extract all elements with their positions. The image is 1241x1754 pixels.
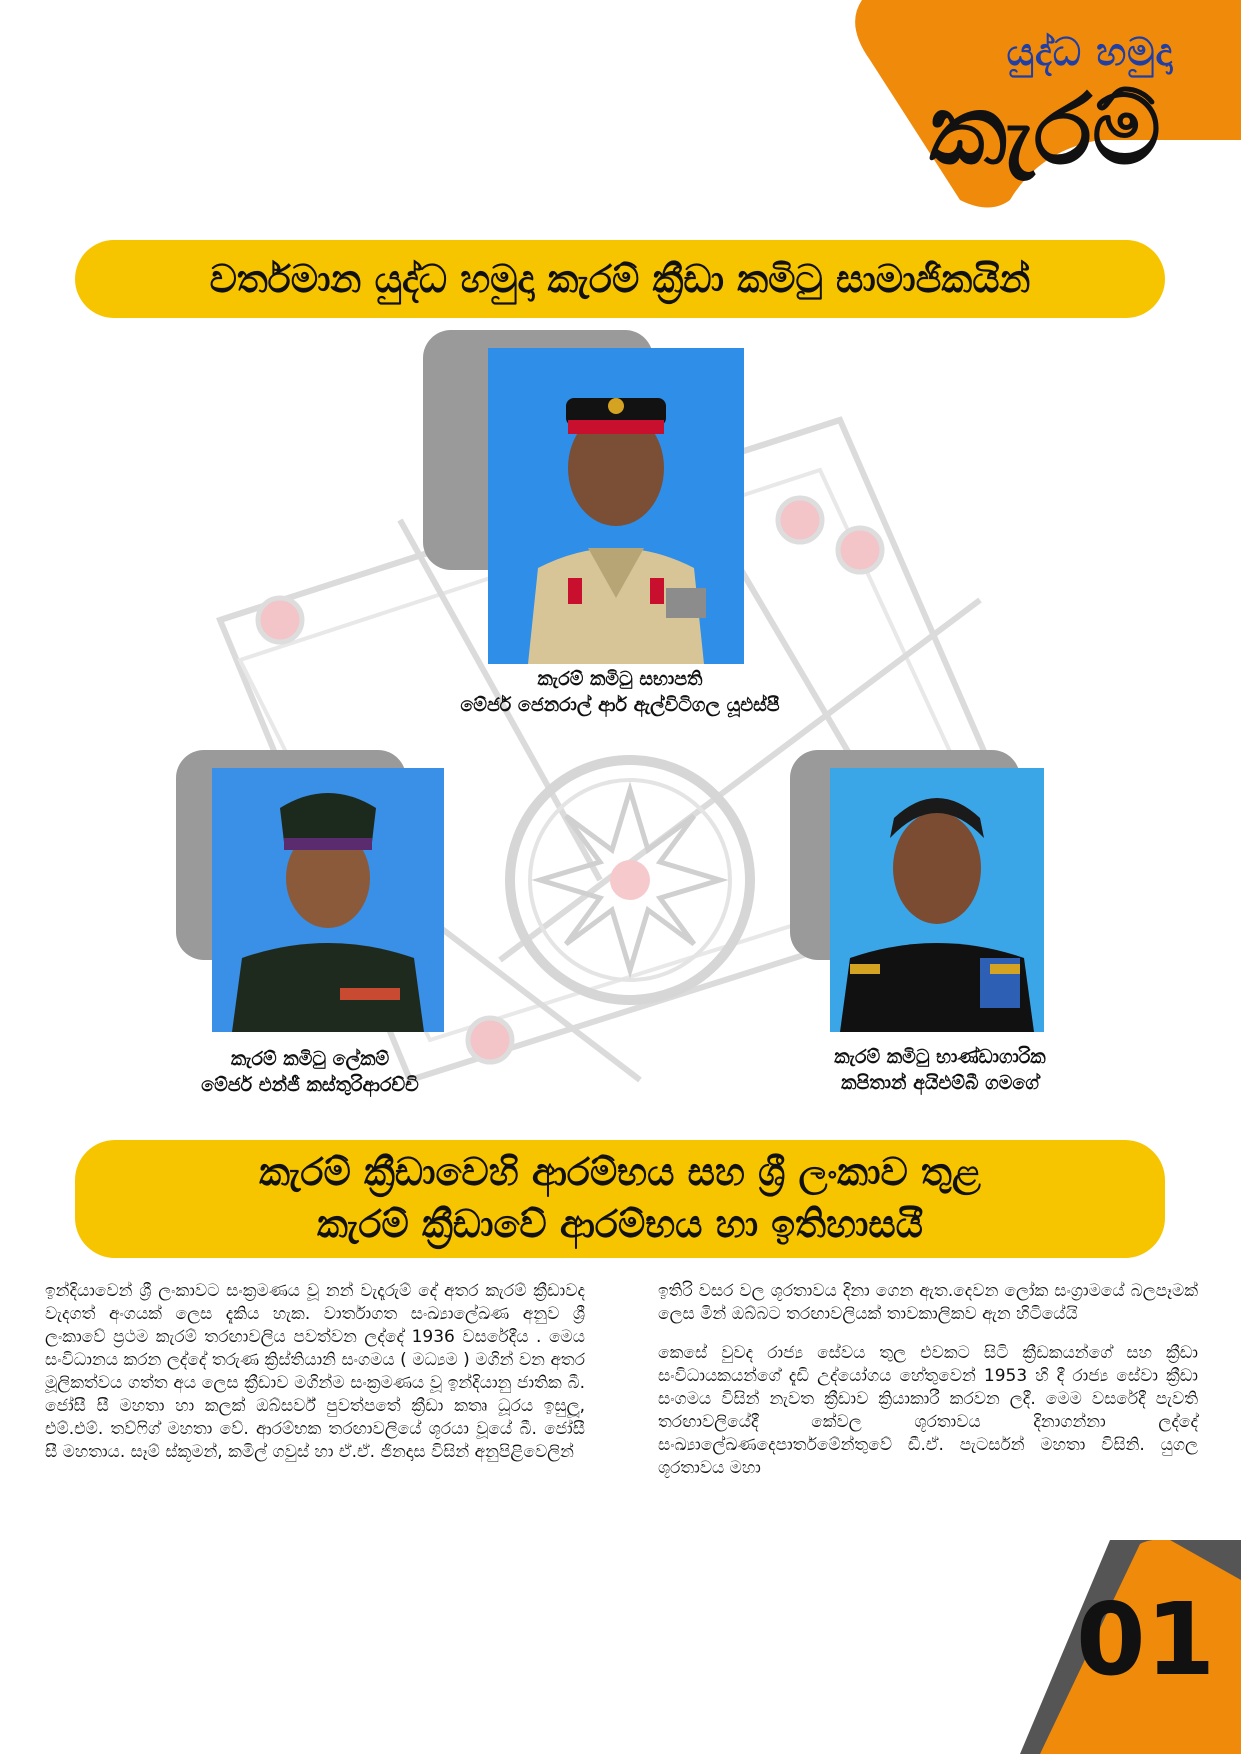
brand-title: කැරම් <box>929 74 1161 186</box>
article-paragraph: ඉන්දියාවෙන් ශ්‍රී ලංකාවට සංක්‍රමණය වූ නන් වැදෑරුම් දේ අතර කැරම් ක්‍රීඩාවද වැදගත් අංගයක් ලෙස දැකිය හැක. වාර්තාගත සංඛ්‍යාලේඛණ අනුව ශ්‍රී ලංකාවේ ප්‍රථම කැරම් තරඟාවලිය පවත්වන ලද්දේ 1936 වසරේදීය . මෙය සංවිධානය කරන ලද්දේ තරුණ ක්‍රිස්තියානි සංගමය ( මධ්‍යම ) මගින් වන අතර මූලිකත්වය ගත්ත අය ලෙස ක්‍රීඩාව මගින්ම සංක්‍රමණය වූ ඉන්දියානු ජාතික බී. ජෝසී සී මහතා හා කලක් ඔබ්සර්ව් පුවත්පතේ ක්‍රීඩා කතෘ ධූරය ඉසුලූ, එම්.එම්. තව්ෆිග් මහතා වේ. ආරම්භක තරඟාවලියේ ශූරයා වූයේ බී. ජෝසී සී මහතාය. සෑම් ස්කූමන්, කමිල් ගවුස් හා ඒ.ඒ. ජිනදාස විසින් අනුපිළිවෙලින් <box>45 1281 585 1462</box>
chairman-name: මේජර් ජෙනරාල් ආර් ඇල්විටිගල යූඑස්පී <box>460 694 780 716</box>
chairman-role: කැරම් කමිටු සභාපති <box>537 668 703 690</box>
treasurer-name: කපිතාන් අයිඑම්බී ගමගේ <box>841 1072 1039 1094</box>
treasurer-role: කැරම් කමිටු භාණ්ඩාගාරික <box>834 1046 1046 1068</box>
chairman-photo <box>488 348 744 664</box>
secretary-name: මේජර් එන්ජී කස්තුරිආරච්චි <box>201 1074 419 1096</box>
treasurer-photo <box>830 768 1044 1032</box>
committee-banner: වර්තමාන යුද්ධ හමුදා කැරම් ක්‍රීඩා කමිටු සාමාජිකයින් <box>75 240 1165 318</box>
compass-star-icon <box>510 760 750 1000</box>
history-banner-line2: කැරම් ක්‍රීඩාවේ ආරම්භය හා ඉතිහාසයී <box>316 1202 923 1246</box>
history-banner-line1: කැරම් ක්‍රීඩාවෙහි ආරම්භය සහ ශ්‍රී ලංකාව තුළ <box>259 1150 981 1194</box>
chairman-caption <box>380 666 860 718</box>
history-banner <box>75 1140 1165 1258</box>
treasurer-caption <box>790 1044 1090 1096</box>
secretary-caption <box>160 1046 460 1098</box>
article-paragraph: කෙසේ වුවද රාජ්‍ය සේවය තුල එවකට සිටි ක්‍රීඩකයන්ගේ සහ ක්‍රීඩා සංවිධායකයන්ගේ දැඩි උද්යෝගය හේතුවෙන් 1953 හි දී රාජ්‍ය සේවා ක්‍රීඩා සංගමය විසින් නැවත ක්‍රීඩාව ක්‍රියාකාරී කරවන ලදී. මෙම වසරේදී පැවති තරඟාවලියේදී කේවල ශූරතාවය දිනාගන්නා ලද්දේ සංඛ්‍යාලේඛණදෙපාර්තමේන්තුවේ ඩී.ඒ. පැටර්සන් මහතා විසිනි. යුගල ශූරතාවය මහා <box>658 1343 1198 1478</box>
page-number: 01 <box>1076 1581 1216 1698</box>
article-right-column <box>658 1280 1198 1496</box>
article-left-column <box>45 1280 585 1480</box>
secretary-photo <box>212 768 444 1032</box>
article-paragraph: ඉතිරි වසර වල ශූරතාවය දිනා ගෙන ඇත.දෙවන ලෝක සංග්‍රාමයේ බලපෑමක් ලෙස මින් ඔබ්බට තරඟාවලියක් තාවකාලිකව ඇන හිටියේයි <box>658 1281 1198 1324</box>
brand-subtitle: යුද්ධ හමුදා <box>1006 30 1174 74</box>
secretary-role: කැරම් කමිටු ලේකම් <box>230 1048 390 1070</box>
